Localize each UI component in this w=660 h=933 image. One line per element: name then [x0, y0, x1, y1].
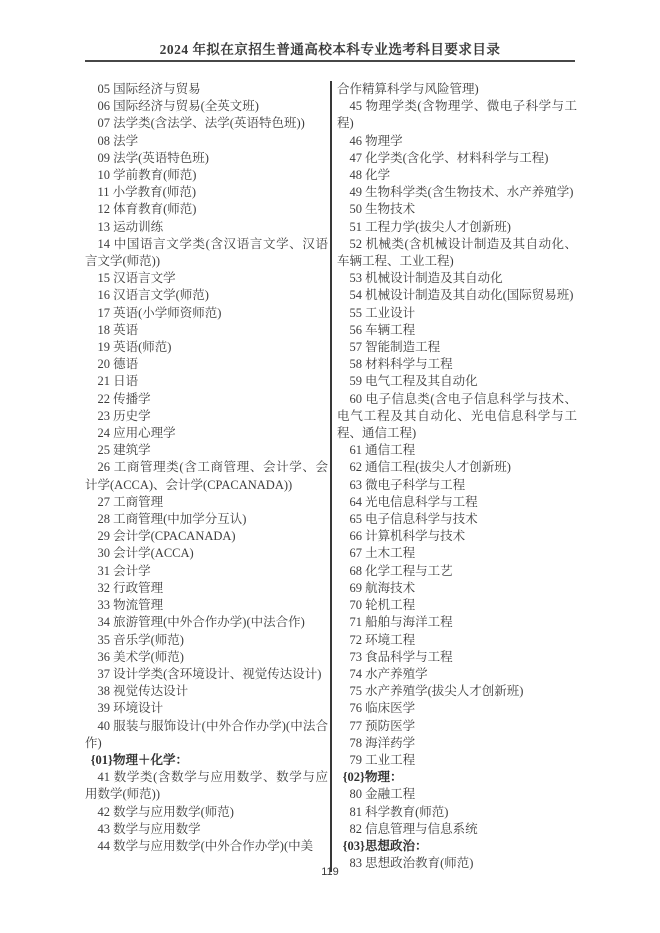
catalog-item: 29 会计学(CPACANADA): [97, 529, 236, 544]
item-continuation: 合作精算科学与风险管理): [337, 82, 479, 96]
catalog-item: 42 数学与应用数学(师范): [97, 804, 234, 819]
section-header: {02}物理：: [342, 770, 403, 785]
catalog-item: 79 工业工程: [349, 752, 416, 767]
catalog-item: 41 数学类(含数学与应用数学、数学与应用数学(师范)): [85, 770, 328, 802]
catalog-item: 73 食品科学与工程: [349, 649, 453, 664]
catalog-item: 21 日语: [97, 374, 139, 389]
catalog-item: 24 应用心理学: [97, 426, 176, 441]
catalog-item: 55 工业设计: [349, 305, 416, 320]
catalog-item: 60 电子信息类(含电子信息科学与技术、电气工程及其自动化、光电信息科学与工程、通信工程): [337, 391, 577, 441]
catalog-item: 75 水产养殖学(拔尖人才创新班): [349, 684, 524, 699]
catalog-item: 68 化学工程与工艺: [349, 563, 453, 578]
catalog-item: 72 环境工程: [349, 632, 416, 647]
catalog-item: 22 传播学: [97, 391, 151, 406]
catalog-columns: [85, 81, 577, 872]
left-column: [85, 81, 328, 872]
catalog-item: 53 机械设计制造及其自动化: [349, 271, 503, 286]
catalog-item: 06 国际经济与贸易(全英文班): [97, 99, 259, 114]
catalog-item: 18 英语: [97, 322, 139, 337]
catalog-item: 39 环境设计: [97, 701, 164, 716]
catalog-item: 26 工商管理类(含工商管理、会计学、会计学(ACCA)、会计学(CPACANADA)): [85, 460, 328, 492]
catalog-item: 57 智能制造工程: [349, 340, 441, 355]
catalog-item: 28 工商管理(中加学分互认): [97, 512, 247, 527]
catalog-item: 51 工程力学(拔尖人才创新班): [349, 219, 511, 234]
catalog-item: 20 德语: [97, 357, 139, 372]
catalog-item: 38 视觉传达设计: [97, 684, 189, 699]
page-title: 2024 年拟在京招生普通高校本科专业选考科目要求目录: [159, 42, 501, 57]
section-header: {03}思想政治：: [342, 838, 428, 853]
catalog-item: 47 化学类(含化学、材料科学与工程): [349, 150, 549, 165]
catalog-item: 36 美术学(师范): [97, 649, 184, 664]
catalog-item: 63 微电子科学与工程: [349, 477, 466, 492]
catalog-item: 45 物理学类(含物理学、微电子科学与工程): [337, 99, 577, 131]
catalog-item: 09 法学(英语特色班): [97, 150, 209, 165]
catalog-item: 48 化学: [349, 168, 391, 183]
catalog-item: 66 计算机科学与技术: [349, 529, 466, 544]
catalog-item: 61 通信工程: [349, 443, 416, 458]
catalog-item: 81 科学教育(师范): [349, 804, 449, 819]
catalog-item: 37 设计学类(含环境设计、视觉传达设计): [97, 666, 322, 681]
catalog-item: 05 国际经济与贸易: [97, 82, 201, 96]
catalog-item: 08 法学: [97, 133, 139, 148]
catalog-item: 83 思想政治教育(师范): [349, 856, 474, 871]
catalog-item: 12 体育教育(师范): [97, 202, 197, 217]
catalog-item: 07 法学类(含法学、法学(英语特色班)): [97, 116, 305, 131]
catalog-item: 19 英语(师范): [97, 340, 172, 355]
catalog-item: 16 汉语言文学(师范): [97, 288, 209, 303]
catalog-item: 74 水产养殖学: [349, 666, 428, 681]
catalog-item: 32 行政管理: [97, 580, 164, 595]
catalog-item: 59 电气工程及其自动化: [349, 374, 478, 389]
catalog-item: 71 船舶与海洋工程: [349, 615, 453, 630]
page-number: 119: [321, 866, 339, 878]
catalog-item: 10 学前教育(师范): [97, 168, 197, 183]
catalog-item: 76 临床医学: [349, 701, 416, 716]
catalog-item: 50 生物技术: [349, 202, 416, 217]
catalog-item: 15 汉语言文学: [97, 271, 176, 286]
catalog-item: 27 工商管理: [97, 494, 164, 509]
catalog-item: 33 物流管理: [97, 598, 164, 613]
catalog-item: 23 历史学: [97, 408, 151, 423]
catalog-item: 34 旅游管理(中外合作办学)(中法合作): [97, 615, 305, 630]
catalog-item: 44 数学与应用数学(中外合作办学)(中美: [97, 838, 314, 853]
catalog-item: 65 电子信息科学与技术: [349, 512, 478, 527]
catalog-item: 31 会计学: [97, 563, 151, 578]
catalog-item: 69 航海技术: [349, 580, 416, 595]
catalog-item: 80 金融工程: [349, 787, 416, 802]
catalog-item: 56 车辆工程: [349, 322, 416, 337]
catalog-item: 13 运动训练: [97, 219, 164, 234]
catalog-item: 43 数学与应用数学: [97, 821, 201, 836]
catalog-item: 35 音乐学(师范): [97, 632, 184, 647]
catalog-item: 17 英语(小学师资师范): [97, 305, 222, 320]
column-divider: [330, 81, 332, 872]
right-column: [337, 81, 577, 872]
catalog-item: 70 轮机工程: [349, 598, 416, 613]
catalog-item: 11 小学教育(师范): [97, 185, 196, 200]
catalog-item: 40 服装与服饰设计(中外合作办学)(中法合作): [85, 718, 328, 750]
catalog-item: 77 预防医学: [349, 718, 416, 733]
catalog-item: 64 光电信息科学与工程: [349, 494, 478, 509]
catalog-item: 49 生物科学类(含生物技术、水产养殖学): [349, 185, 574, 200]
catalog-item: 54 机械设计制造及其自动化(国际贸易班): [349, 288, 574, 303]
title-rule: [85, 60, 575, 62]
catalog-item: 14 中国语言文学类(含汉语言文学、汉语言文学(师范)): [85, 236, 328, 269]
catalog-item: 67 土木工程: [349, 546, 416, 561]
section-header: {01}物理＋化学：: [90, 752, 188, 767]
catalog-item: 82 信息管理与信息系统: [349, 821, 478, 836]
catalog-item: 62 通信工程(拔尖人才创新班): [349, 460, 511, 475]
catalog-item: 46 物理学: [349, 133, 403, 148]
catalog-item: 30 会计学(ACCA): [97, 546, 194, 561]
catalog-item: 78 海洋药学: [349, 735, 416, 750]
catalog-item: 52 机械类(含机械设计制造及其自动化、车辆工程、工业工程): [337, 236, 577, 269]
catalog-item: 58 材料科学与工程: [349, 357, 453, 372]
catalog-item: 25 建筑学: [97, 443, 151, 458]
